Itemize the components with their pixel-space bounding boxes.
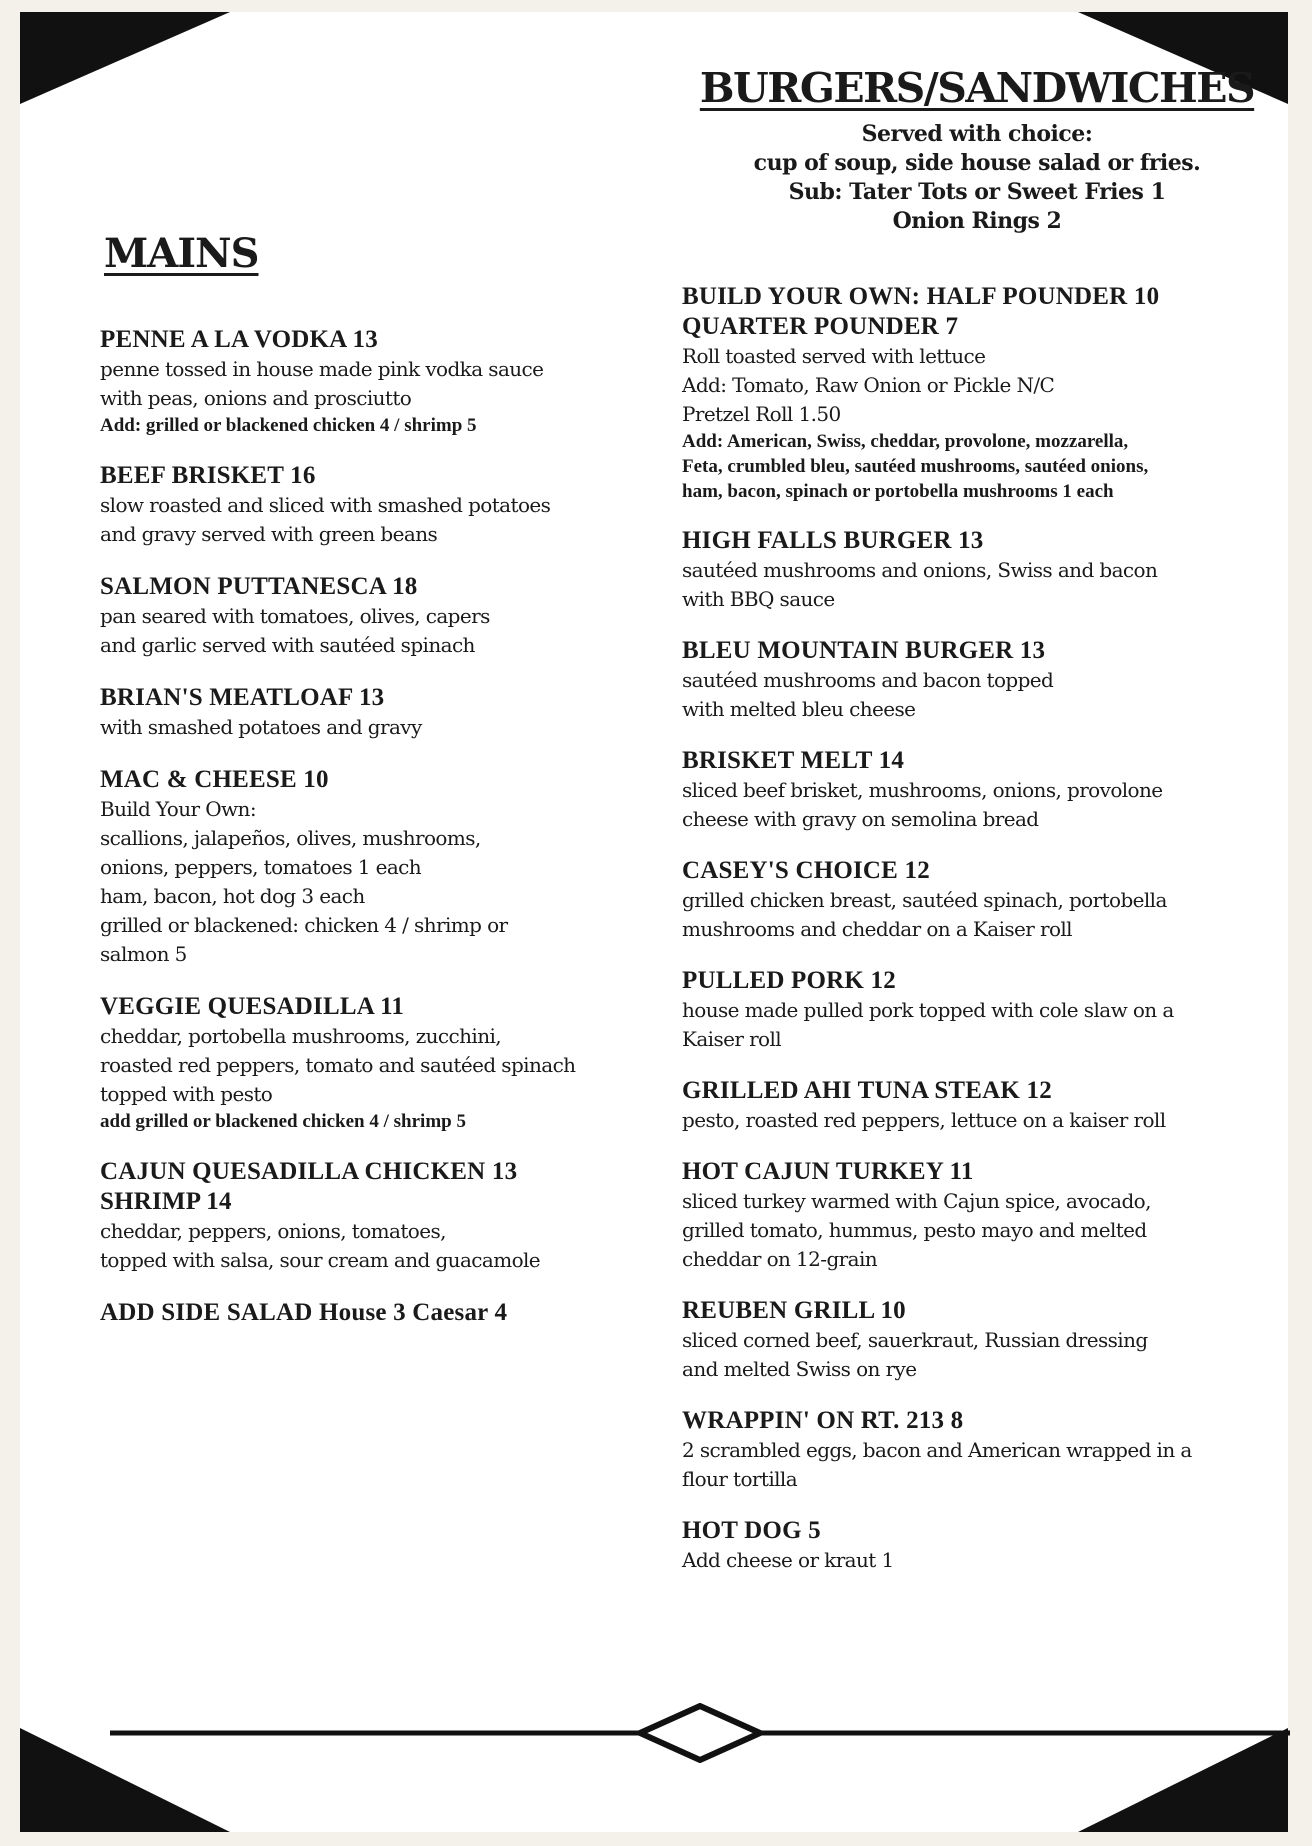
menu-item-addon: add grilled or blackened chicken 4 / shrimp 5 [100,1111,466,1132]
menu-item [100,683,640,742]
menu-item-desc: grilled chicken breast, sautéed spinach, portobella [682,888,1167,912]
menu-item-desc: with melted bleu cheese [682,697,916,721]
burgers-note: cup of soup, side house salad or fries. [753,150,1201,176]
mains-title: MAINS [104,230,259,277]
menu-item-addon: Add: American, Swiss, cheddar, provolone, mozzarella, [682,431,1129,452]
menu-item-desc: mushrooms and cheddar on a Kaiser roll [682,917,1072,941]
menu-item-title: BLEU MOUNTAIN BURGER 13 [682,637,1046,664]
menu-item-desc: 2 scrambled eggs, bacon and American wrapped in a [682,1438,1192,1462]
menu-item-addon: ham, bacon, spinach or portobella mushrooms 1 each [682,481,1114,502]
menu-item-desc: Add cheese or kraut 1 [682,1548,894,1572]
burgers-note: Served with choice: [861,121,1093,147]
menu-item [100,765,640,969]
menu-item-desc: Kaiser roll [682,1027,782,1051]
menu-item-desc: with smashed potatoes and gravy [100,715,422,739]
menu-item-desc: with BBQ sauce [682,587,835,611]
menu-item [100,1157,640,1275]
menu-item [682,636,1272,724]
menu-item [682,1406,1272,1494]
corner-triangle-icon [20,12,230,104]
menu-item-title: PENNE A LA VODKA 13 [100,326,378,353]
menu-item-desc: pan seared with tomatoes, olives, capers [100,604,490,628]
menu-item-desc: roasted red peppers, tomato and sautéed spinach [100,1053,576,1077]
menu-item [682,1516,1272,1575]
burgers-section [682,64,1272,1597]
menu-item [682,746,1272,834]
menu-item-desc: sliced beef brisket, mushrooms, onions, provolone [682,778,1163,802]
menu-item-title: HOT DOG 5 [682,1517,821,1544]
menu-item-title: CASEY'S CHOICE 12 [682,857,930,884]
menu-item-addon: Add: grilled or blackened chicken 4 / shrimp 5 [100,415,477,436]
menu-item-title: BRISKET MELT 14 [682,747,905,774]
menu-item-title: VEGGIE QUESADILLA 11 [100,993,405,1020]
menu-item-desc: grilled or blackened: chicken 4 / shrimp or [100,913,508,937]
diamond-divider-icon [110,1703,1290,1763]
menu-item-desc: scallions, jalapeños, olives, mushrooms, [100,826,481,850]
burgers-note: Sub: Tater Tots or Sweet Fries 1 [788,179,1166,205]
menu-item-desc: sliced corned beef, sauerkraut, Russian dressing [682,1328,1148,1352]
menu-item-title: BEEF BRISKET 16 [100,462,316,489]
menu-item-desc: Build Your Own: [100,797,256,821]
menu-item-title: SALMON PUTTANESCA 18 [100,573,418,600]
burgers-list [682,282,1272,1575]
menu-item-desc: penne tossed in house made pink vodka sauce [100,357,544,381]
menu-item-desc: ham, bacon, hot dog 3 each [100,884,365,908]
menu-item-addon: Feta, crumbled bleu, sautéed mushrooms, sautéed onions, [682,456,1149,477]
menu-item-desc: cheddar, peppers, onions, tomatoes, [100,1219,446,1243]
menu-item-desc: sautéed mushrooms and onions, Swiss and bacon [682,558,1158,582]
menu-item-desc: and garlic served with sautéed spinach [100,633,475,657]
menu-item [682,966,1272,1054]
menu-item-desc: and gravy served with green beans [100,522,438,546]
menu-item-title: HIGH FALLS BURGER 13 [682,527,984,554]
menu-item [682,1076,1272,1135]
menu-item-desc: Add: Tomato, Raw Onion or Pickle N/C [682,373,1055,397]
burgers-notes [682,120,1272,236]
menu-item [100,1298,640,1328]
menu-item-title: REUBEN GRILL 10 [682,1297,906,1324]
menu-item-title: PULLED PORK 12 [682,967,896,994]
menu-item-desc: house made pulled pork topped with cole slaw on a [682,998,1174,1022]
menu-item-desc: slow roasted and sliced with smashed potatoes [100,493,551,517]
menu-item-title: ADD SIDE SALAD House 3 Caesar 4 [100,1299,508,1326]
menu-item-title: CAJUN QUESADILLA CHICKEN 13 SHRIMP 14 [100,1158,518,1215]
menu-item [682,526,1272,614]
menu-item-desc: flour tortilla [682,1467,798,1491]
menu-item-desc: with peas, onions and prosciutto [100,386,412,410]
menu-item-desc: sliced turkey warmed with Cajun spice, avocado, [682,1189,1151,1213]
menu-item [682,1157,1272,1274]
menu-item-desc: onions, peppers, tomatoes 1 each [100,855,422,879]
menu-item [682,282,1272,504]
menu-item [682,856,1272,944]
menu-item-desc: Pretzel Roll 1.50 [682,402,841,426]
menu-item-desc: cheese with gravy on semolina bread [682,807,1039,831]
menu-item-desc: cheddar on 12-grain [682,1247,878,1271]
burgers-title: BURGERS/SANDWICHES [699,64,1255,112]
menu-item [100,461,640,549]
menu-item [100,572,640,660]
menu-item-title: WRAPPIN' ON RT. 213 8 [682,1407,964,1434]
menu-item-title: HOT CAJUN TURKEY 11 [682,1158,974,1185]
menu-item-desc: cheddar, portobella mushrooms, zucchini, [100,1024,502,1048]
menu-item-title: MAC & CHEESE 10 [100,766,329,793]
menu-item [100,992,640,1134]
menu-item-title: BUILD YOUR OWN: HALF POUNDER 10 QUARTER POUNDER 7 [682,283,1160,340]
mains-list [100,325,640,1328]
menu-item-desc: sautéed mushrooms and bacon topped [682,668,1054,692]
menu-item-desc: Roll toasted served with lettuce [682,344,986,368]
menu-item-desc: topped with salsa, sour cream and guacamole [100,1248,541,1272]
menu-item-desc: pesto, roasted red peppers, lettuce on a kaiser roll [682,1108,1166,1132]
burgers-note: Onion Rings 2 [892,208,1062,234]
menu-item-title: GRILLED AHI TUNA STEAK 12 [682,1077,1052,1104]
mains-section [100,230,640,1351]
menu-item-title: BRIAN'S MEATLOAF 13 [100,684,385,711]
menu-item-desc: topped with pesto [100,1082,273,1106]
menu-item-desc: grilled tomato, hummus, pesto mayo and melted [682,1218,1147,1242]
menu-item [100,325,640,438]
menu-item-desc: and melted Swiss on rye [682,1357,917,1381]
menu-item-desc: salmon 5 [100,942,187,966]
menu-item [682,1296,1272,1384]
